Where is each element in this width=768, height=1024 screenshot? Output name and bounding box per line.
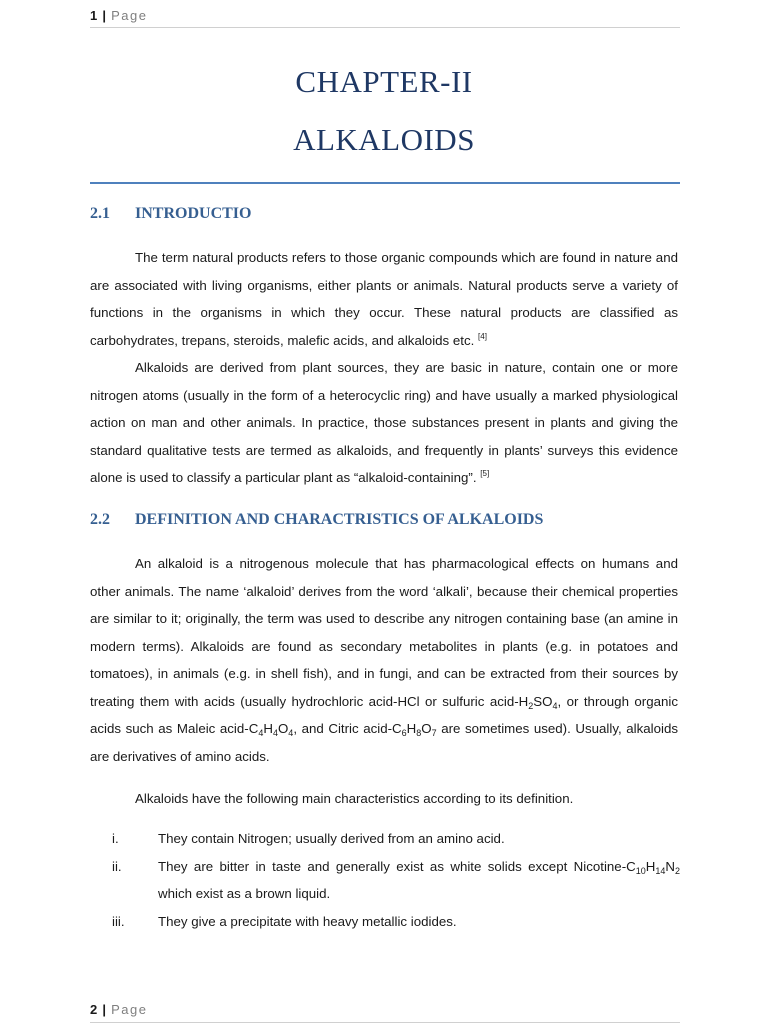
paragraph-text: Alkaloids are derived from plant sources, they are basic in nature, contain one or more nitrogen atoms (usually in the form of a heterocyclic ring) and have usually a marked physiological action on man and other animals. In practice, those substances present in plants and giving the standard qualitative tests are termed as alkaloids, and frequently in plants’ surveys this evidence alone is used to classify a particular plant as “alkaloid-containing”. xyxy=(90,360,678,485)
citation: [5] xyxy=(480,469,490,478)
footer-divider xyxy=(90,1022,680,1023)
list-text: They give a precipitate with heavy metallic iodides. xyxy=(158,913,457,929)
list-marker: iii. xyxy=(112,913,125,929)
definition-paragraph-2 xyxy=(90,785,678,813)
section-heading-definition xyxy=(90,511,543,529)
page-label: Page xyxy=(111,1002,148,1017)
characteristics-list xyxy=(90,825,680,935)
list-item xyxy=(90,908,680,936)
section-number: 2.1 xyxy=(90,205,110,222)
list-marker: ii. xyxy=(112,858,122,874)
section-title: INTRODUCTIO xyxy=(135,205,252,222)
paragraph-text: The term natural products refers to those organic compounds which are found in nature and are associated with living organisms, either plants or animals. Natural products serve a variety of functions in the organisms in which they occur. These natural products are classified as carbohydrates, trepans, steroids, malefic acids, and alkaloids etc. xyxy=(90,250,678,348)
intro-paragraph-2 xyxy=(90,354,678,492)
section-title: DEFINITION AND CHARACTRISTICS OF ALKALOIDS xyxy=(135,511,544,528)
header-divider xyxy=(90,27,680,28)
chapter-title: CHAPTER-II xyxy=(295,64,473,99)
page-number: 1 xyxy=(90,8,98,23)
intro-paragraph-1 xyxy=(90,244,678,354)
definition-paragraph-1: An alkaloid is a nitrogenous molecule that has pharmacological effects on humans and other animals. The name ‘alkaloid’ derives from the word ‘alkali’, because their chemical properties are similar to it; originally, the term was used to describe any nitrogen containing base (an amine in modern terms). Alkaloids are found as secondary metabolites in plants (e.g. in potatoes and tomatoes), in animals (e.g. in shell fish), and in fungi, and can be extracted from their sources by treating them with acids (usually hydrochloric acid-HCl or sulfuric acid-$H_2SO_4$, or through organic acids such as Maleic acid-$C_4H_4O_4$, and Citric acid-$C_6H_8O_7$ are sometimes used). Usually, alkaloids are derivatives of amino acids. xyxy=(90,556,678,764)
page-separator: | xyxy=(102,8,106,23)
page-label: Page xyxy=(111,8,148,23)
section-number: 2.2 xyxy=(90,511,110,528)
list-item xyxy=(90,853,680,908)
citation: [4] xyxy=(478,331,487,341)
list-marker: i. xyxy=(112,831,119,846)
page-header xyxy=(90,8,148,23)
page-footer xyxy=(90,1002,148,1017)
page-separator: | xyxy=(102,1002,106,1017)
page-number: 2 xyxy=(90,1002,98,1017)
paragraph-text: Alkaloids have the following main characteristics according to its definition. xyxy=(135,791,574,806)
chapter-subtitle: ALKALOIDS xyxy=(293,122,475,157)
list-text: They are bitter in taste and generally exist as white solids except Nicotine-$C_{10}H_{14}N_2$ which exist as a brown liquid. xyxy=(158,858,680,901)
list-item xyxy=(90,825,680,853)
list-text: They contain Nitrogen; usually derived from an amino acid. xyxy=(158,831,505,846)
title-divider xyxy=(90,182,680,184)
section-heading-introduction xyxy=(90,205,251,223)
